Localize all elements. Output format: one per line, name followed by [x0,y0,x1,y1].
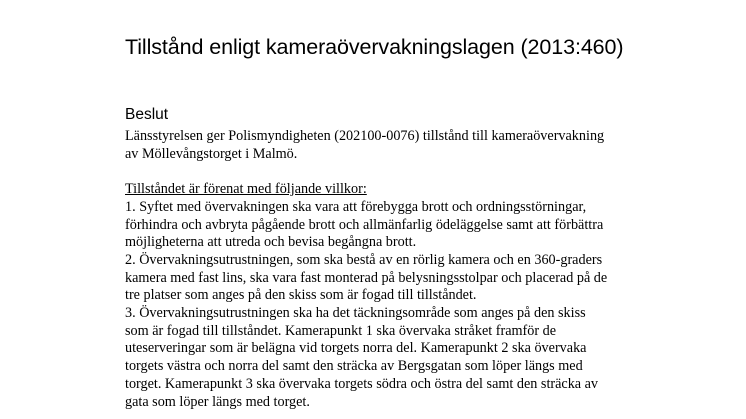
document-body [125,128,725,411]
condition-line: tre platser som anges på den skiss som är fogad till tillståndet. [125,287,477,304]
condition-line: förhindra och avbryta pågående brott och allmänfarlig ödeläggelse samt att förbättra [125,216,604,233]
intro-line: Länsstyrelsen ger Polismyndigheten (202100-0076) tillstånd till kameraövervakning [125,128,605,144]
intro-line: av Möllevångstorget i Malmö. [125,145,298,162]
paragraph-gap [125,163,725,181]
condition-line: torget. Kamerapunkt 3 ska övervaka torgets södra och östra del samt den sträcka av [125,375,599,392]
condition-line: 1. Syftet med övervakningen ska vara att förebygga brott och ordningsstörningar, [125,198,587,215]
condition-line: som är fogad till tillståndet. Kamerapunkt 1 ska övervaka stråket framför de [125,322,557,339]
condition-line: kamera med fast lins, ska vara fast monterad på belysningsstolpar och placerad på de [125,269,608,286]
condition-line: uteserveringar som är belägna vid torgets norra del. Kamerapunkt 2 ska övervaka [125,340,587,357]
conditions-heading: Tillståndet är förenat med följande villkor: [125,181,367,198]
condition-line: torgets västra och norra del samt den sträcka av Bergsgatan som löper längs med [125,358,583,375]
condition-line: gata som löper längs med torget. [125,393,310,410]
condition-line: möjligheterna att utreda och bevisa begångna brott. [125,234,417,251]
section-heading-beslut: Beslut [125,106,169,123]
condition-line: 2. Övervakningsutrustningen, som ska bestå av en rörlig kamera och en 360-graders [125,251,603,268]
condition-line: 3. Övervakningsutrustningen ska ha det täckningsområde som anges på den skiss [125,305,586,322]
document-title: Tillstånd enligt kameraövervakningslagen (2013:460) [125,35,624,59]
